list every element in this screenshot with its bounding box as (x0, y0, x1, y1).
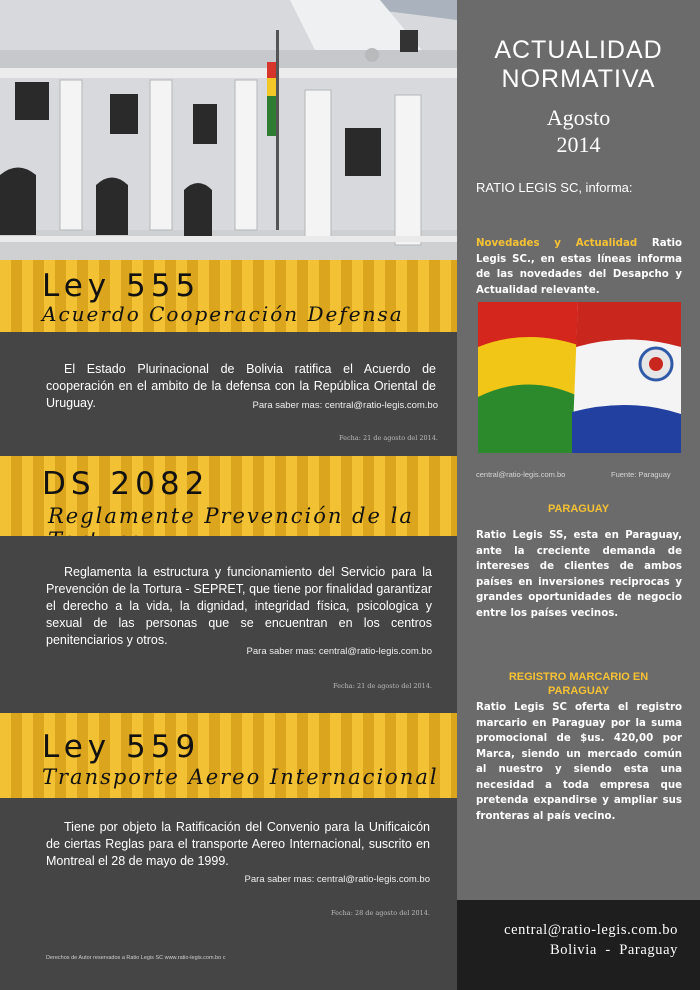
bolivia-paraguay-flags-image (478, 302, 681, 453)
newsletter-title (457, 36, 700, 94)
intro-paragraph (476, 236, 682, 298)
intro-text: Ratio Legis SC., en estas líneas informa de las novedades del Desapcho y Actualidad relevante. (476, 238, 682, 296)
copyright-notice: Derechos de Autor reservados a Ratio Legis SC www.ratio-legis.com.bo c (46, 955, 226, 961)
title-line-2: NORMATIVA (501, 65, 656, 93)
ley-555-banner (0, 260, 457, 332)
intro-highlight: Novedades y Actualidad (476, 238, 638, 249)
ds-2082-banner (0, 456, 457, 536)
ley-559-section (0, 798, 457, 990)
right-column (457, 0, 700, 990)
contact-footer (457, 900, 700, 990)
informa-label: RATIO LEGIS SC, informa: (476, 180, 633, 195)
title-line-1: ACTUALIDAD (494, 36, 663, 64)
ds-2082-date: Fecha: 21 de agosto del 2014. (332, 682, 432, 690)
ley-555-contact-link[interactable]: Para saber mas: central@ratio-legis.com.bo (252, 400, 438, 411)
registro-heading (457, 670, 700, 698)
ds-2082-code: DS 2082 (42, 466, 210, 502)
flags-caption-email: central@ratio-legis.com.bo (476, 470, 566, 479)
ley-555-date: Fecha: 21 de agosto del 2014. (338, 434, 438, 442)
ley-559-contact-link[interactable]: Para saber mas: central@ratio-legis.com.bo (244, 874, 430, 885)
ley-559-subtitle: Transporte Aereo Internacional (42, 765, 439, 789)
paraguay-paragraph: Ratio Legis SS, esta en Paraguay, ante la creciente demanda de intereses de clientes de ambos países en inversiones reciprocas y grandes oportunidades de negocio entre los países vecinos. (476, 530, 682, 619)
building-photo (0, 0, 457, 260)
footer-email[interactable]: central@ratio-legis.com.bo (504, 922, 678, 938)
ds-2082-section (0, 536, 457, 713)
ley-555-section (0, 332, 457, 456)
issue-year: 2014 (556, 132, 601, 157)
issue-date (457, 104, 700, 158)
ley-559-description: Tiene por objeto la Ratificación del Convenio para la Unificaicón de ciertas Reglas para el transporte Aereo Internacional, suscrito en Montreal el 28 de mayo de 1999. (46, 820, 430, 868)
flags-caption-source: Fuente: Paraguay (611, 470, 671, 479)
ds-2082-contact-link[interactable]: Para saber mas: central@ratio-legis.com.bo (246, 646, 432, 657)
ley-559-code: Ley 559 (42, 729, 201, 765)
issue-month: Agosto (546, 105, 611, 130)
registro-heading-line-2: PARAGUAY (547, 685, 610, 697)
ley-555-code: Ley 555 (42, 268, 201, 304)
ds-2082-description: Reglamenta la estructura y funcionamiento del Servicio para la Prevención de la Tortura - SEPRET, que tiene por finalidad garantizar el derecho a la vida, la dignidad, integridad física, psicologica y sexual de las personas que se encuentran en los centros penitenciarios y otros. (46, 565, 432, 647)
ley-555-description: El Estado Plurinacional de Bolivia ratifica el Acuerdo de cooperación en el ambito de la defensa con la República Oriental de Uruguay. (46, 362, 436, 410)
footer-countries: Bolivia - Paraguay (550, 942, 678, 958)
paraguay-heading: PARAGUAY (547, 503, 610, 515)
ley-559-banner (0, 713, 457, 798)
registro-heading-line-1: REGISTRO MARCARIO EN (508, 671, 649, 683)
ley-555-subtitle: Acuerdo Cooperación Defensa (42, 302, 404, 326)
registro-paragraph: Ratio Legis SC oferta el registro marcario en Paraguay por la suma promocional de $us. 420,00 por Marca, siendo un mercado común al nuestro y siendo esta una necesidad a toda empresa que pretenda expandirse y ampliar sus fronteras al país vecino. (476, 702, 682, 822)
ley-559-date: Fecha: 28 de agosto del 2014. (330, 909, 430, 917)
ds-2082-subtitle: Reglamente Prevención de la (48, 504, 414, 528)
